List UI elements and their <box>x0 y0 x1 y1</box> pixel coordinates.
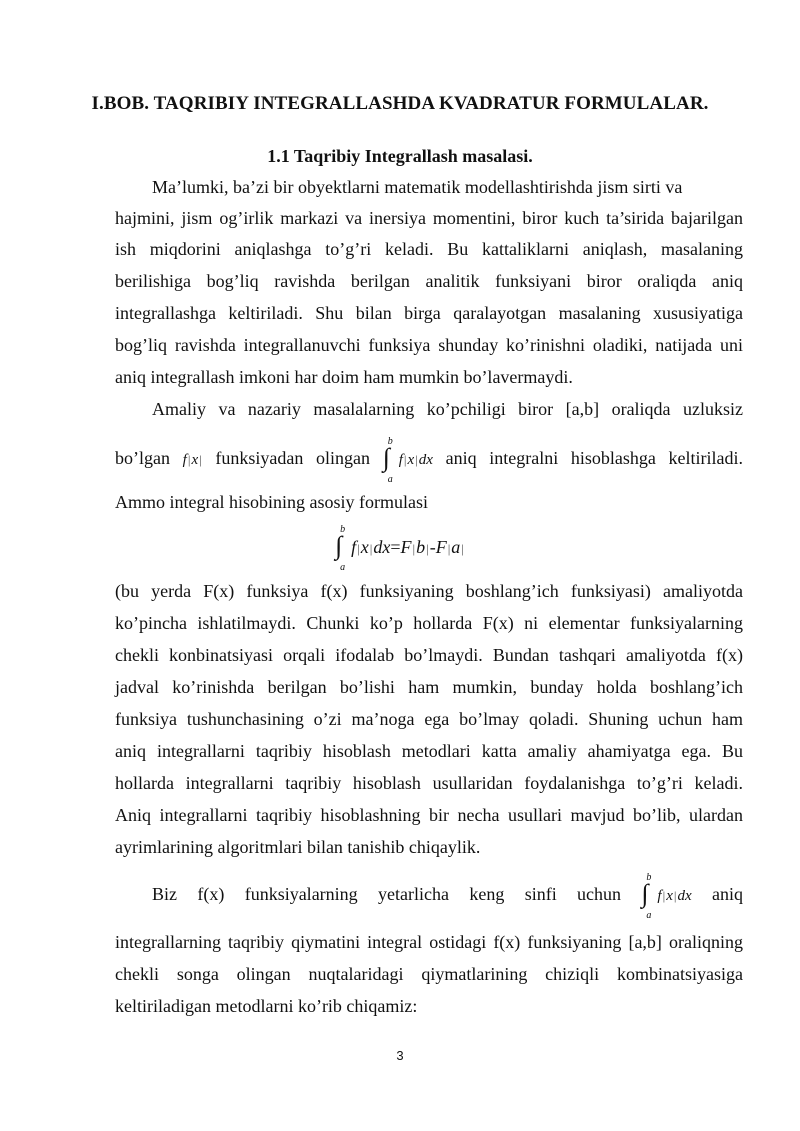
inline-integral: ∫ b a f|x|dx <box>641 871 692 921</box>
paragraph-line: integrallashga keltiriladi. Shu bilan birga qaralayotgan masalaning xususiyatiga <box>115 303 743 323</box>
chapter-title: I.BOB. TAQRIBIY INTEGRALLASHDA KVADRATUR FORMULALAR. <box>91 93 709 114</box>
paragraph-line: Ma’lumki, ba’zi bir obyektlarni matematik modellashtirishda jism sirti va <box>152 177 683 197</box>
inline-integral: ∫ b a f|x|dx <box>382 435 433 485</box>
paragraph-line: hajmini, jism og’irlik markazi va inersiya momentini, biror kuch ta’sirida bajarilgan <box>115 208 743 228</box>
paragraph-line: aniq integrallash imkoni har doim ham mumkin bo’lavermaydi. <box>115 367 573 387</box>
paragraph-line: berilishiga bog’liq ravishda berilgan analitik funksiyani biror oraliqda aniq <box>115 271 743 291</box>
paragraph-line: jadval ko’rinishda berilgan bo’lishi ham mumkin, bunday holda boshlang’ich <box>115 677 743 697</box>
integral-sign: ∫ b a <box>382 435 393 485</box>
page-number: 3 <box>396 1048 404 1063</box>
paragraph-line: aniq integrallarni taqribiy hisoblash metodlari katta amaliy ahamiyatga ega. Bu <box>115 741 743 761</box>
paragraph-line: bog’liq ravishda integrallanuvchi funksiya shunday ko’rinishni oladiki, natijada uni <box>115 335 743 355</box>
paragraph-line-with-math: Biz f(x) funksiyalarning yetarlicha keng sinfi uchun ∫ b a f|x|dx aniq <box>152 871 743 921</box>
paragraph-line: Ammo integral hisobining asosiy formulasi <box>115 492 428 512</box>
paragraph-line: funksiya tushunchasining o’zi ma’noga ega bo’lmay qoladi. Shuning uchun ham <box>115 709 743 729</box>
paragraph-line: Amaliy va nazariy masalalarning ko’pchiligi biror [a,b] oraliqda uzluksiz <box>152 399 743 419</box>
paragraph-line: keltiriladigan metodlarni ko’rib chiqamiz: <box>115 996 418 1016</box>
paragraph-line: chekli songa olingan nuqtalaridagi qiymatlarining chiziqli kombinatsiyasiga <box>115 964 743 984</box>
paragraph-line: (bu yerda F(x) funksiya f(x) funksiyaning boshlang’ich funksiyasi) amaliyotda <box>115 581 743 601</box>
integral-sign: ∫ b a <box>335 523 346 573</box>
paragraph-line: integrallarning taqribiy qiymatini integral ostidagi f(x) funksiyaning [a,b] oraliqning <box>115 932 743 952</box>
display-formula: ∫ b a f|x|dx=F|b|-F|a| <box>335 523 464 573</box>
paragraph-line: Aniq integrallarni taqribiy hisoblashning bir necha usullari mavjud bo’lib, ulardan <box>115 805 743 825</box>
integral-sign: ∫ b a <box>641 871 652 921</box>
paragraph-line: ko’pincha ishlatilmaydi. Chunki ko’p hollarda F(x) ni elementar funksiyalarning <box>115 613 743 633</box>
paragraph-line: chekli konbinatsiyasi orqali ifodalab bo’lmaydi. Bundan tashqari amaliyotda f(x) <box>115 645 743 665</box>
paragraph-line: ish miqdorini aniqlashga to’g’ri keladi. Bu kattaliklarni aniqlash, masalaning <box>115 239 743 259</box>
inline-math-fx: f|x| <box>182 452 202 468</box>
paragraph-line: hollarda integrallarni taqribiy hisoblash usullaridan foydalanishga to’g’ri keladi. <box>115 773 743 793</box>
paragraph-line-with-math: bo’lgan f|x| funksiyadan olingan ∫ b a f|x|dx aniq integralni hisoblashga keltiriladi. <box>115 435 744 485</box>
paragraph-line: ayrimlarining algoritmlari bilan tanishib chiqaylik. <box>115 837 481 857</box>
section-title: 1.1 Taqribiy Integrallash masalasi. <box>267 146 533 166</box>
